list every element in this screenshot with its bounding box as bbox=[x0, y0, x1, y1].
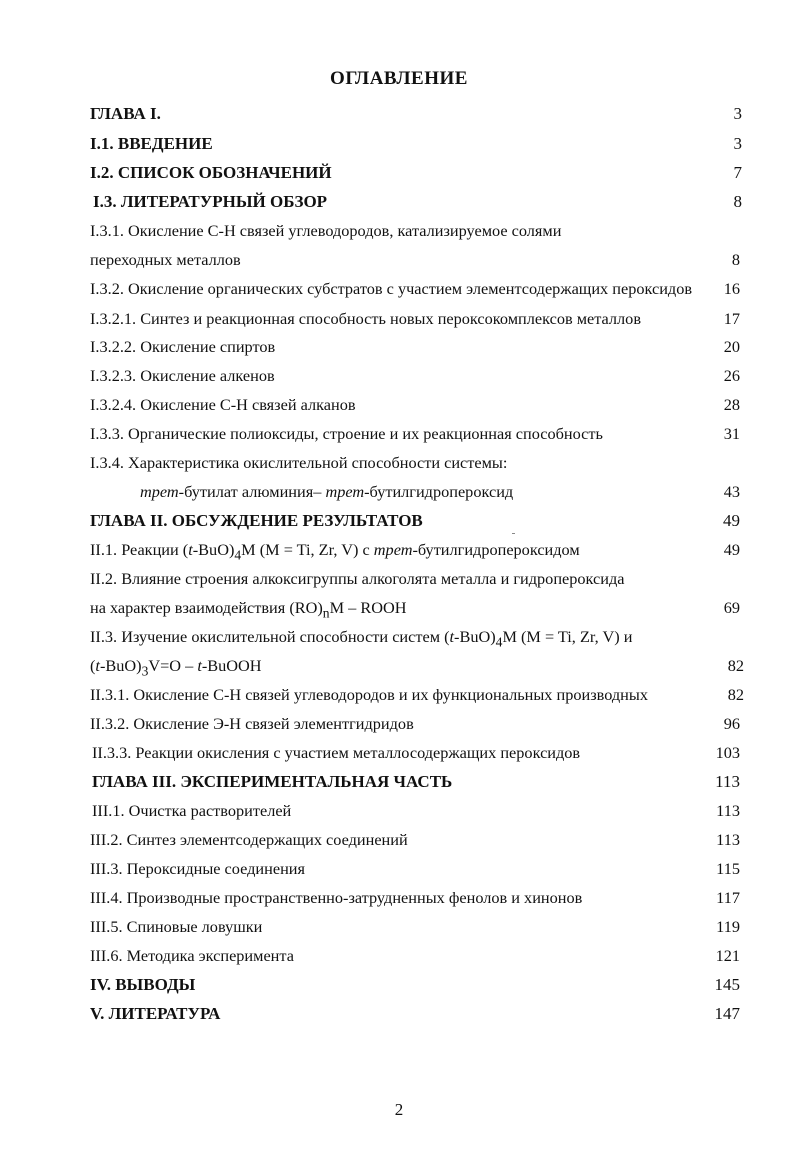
toc-entry[interactable] bbox=[0, 537, 798, 563]
toc-entry-page: 121 bbox=[715, 946, 740, 965]
toc-entry-text: I.3.2.1. Синтез и реакционная способность новых пероксокомплексов металлов bbox=[90, 309, 642, 328]
toc-entry-text: I.3.1. Окисление С-Н связей углеводородов, катализируемое солями bbox=[90, 221, 562, 240]
toc-entry-page: 145 bbox=[714, 975, 740, 994]
toc-entry-page: 26 bbox=[723, 366, 740, 385]
toc-entry-text-part: M – ROOH bbox=[329, 598, 407, 617]
toc-entry[interactable] bbox=[0, 711, 798, 737]
toc-entry-page: 147 bbox=[714, 1004, 740, 1023]
toc-entry-text-part: -бутилат алюминия– bbox=[178, 482, 326, 501]
toc-entry-page: 16 bbox=[723, 279, 740, 298]
toc-entry-page: 17 bbox=[723, 309, 740, 328]
toc-entry-page: 117 bbox=[716, 888, 740, 907]
toc-entry[interactable] bbox=[0, 624, 798, 650]
toc-entry-text: ГЛАВА III. ЭКСПЕРИМЕНТАЛЬНАЯ ЧАСТЬ bbox=[92, 772, 453, 791]
toc-entry[interactable] bbox=[0, 218, 798, 244]
toc-entry-text: II.3.2. Окисление Э-Н связей элементгидридов bbox=[90, 714, 414, 733]
toc-entry-page: 119 bbox=[716, 917, 740, 936]
toc-entry[interactable] bbox=[0, 856, 798, 882]
toc-entry-page: 8 bbox=[733, 192, 742, 211]
scan-speck bbox=[512, 533, 515, 534]
toc-entry-text bbox=[90, 624, 632, 655]
toc-entry-page: 31 bbox=[723, 424, 740, 443]
toc-entry-page: 113 bbox=[716, 830, 740, 849]
toc-entry-text-italic: t bbox=[197, 656, 202, 675]
toc-entry[interactable] bbox=[0, 101, 798, 127]
toc-entry-text: I.3.3. Органические полиоксиды, строение и их реакционная способность bbox=[90, 424, 603, 443]
toc-entry-text-italic: трет bbox=[325, 482, 365, 501]
toc-entry[interactable] bbox=[0, 363, 798, 389]
toc-entry[interactable] bbox=[0, 450, 798, 476]
toc-entry[interactable] bbox=[0, 653, 798, 679]
toc-entry-text: I.3. ЛИТЕРАТУРНЫЙ ОБЗОР bbox=[93, 192, 328, 211]
toc-entry-text: II.3.1. Окисление С-Н связей углеводородов и их функциональных производных bbox=[90, 685, 648, 704]
toc-entry-text-italic: t bbox=[449, 627, 455, 646]
toc-entry-page: 3 bbox=[733, 104, 742, 123]
toc-entry-text-part: ( bbox=[90, 656, 96, 675]
toc-entry-text: III.4. Производные пространственно-затрудненных фенолов и хинонов bbox=[90, 888, 583, 907]
toc-entry[interactable] bbox=[0, 421, 798, 447]
toc-entry-page: 7 bbox=[733, 163, 742, 182]
toc-entry-text: II.3.3. Реакции окисления с участием металлосодержащих пероксидов bbox=[92, 743, 581, 762]
toc-entry-text: ГЛАВА I. bbox=[90, 104, 161, 123]
toc-entry-page: 49 bbox=[723, 511, 740, 530]
toc-entry-page: 43 bbox=[723, 482, 740, 501]
toc-entry-page: 8 bbox=[731, 250, 740, 269]
toc-entry-text-part: V=O – bbox=[148, 656, 198, 675]
toc-entry[interactable] bbox=[0, 276, 798, 302]
toc-entry[interactable] bbox=[0, 247, 798, 273]
toc-entry-text: V. ЛИТЕРАТУРА bbox=[90, 1004, 221, 1023]
toc-entry[interactable] bbox=[0, 392, 798, 418]
toc-entry-text bbox=[140, 479, 513, 505]
toc-entry[interactable] bbox=[0, 334, 798, 360]
toc-entry-text-part: -BuO) bbox=[99, 656, 142, 675]
toc-entry-page: 96 bbox=[723, 714, 740, 733]
toc-entry-text-italic: трет bbox=[140, 482, 179, 501]
toc-entry-text bbox=[90, 653, 262, 684]
toc-entry[interactable] bbox=[0, 595, 798, 621]
toc-entry[interactable] bbox=[0, 798, 798, 824]
toc-entry-text: IV. ВЫВОДЫ bbox=[90, 975, 196, 994]
toc-entry-text-part: M (M = Ti, Zr, V) и bbox=[502, 627, 633, 646]
toc-entry[interactable] bbox=[0, 682, 798, 708]
toc-entry[interactable] bbox=[0, 508, 798, 534]
toc-entry-text-part: II.1. Реакции ( bbox=[90, 540, 189, 559]
toc-entry-page: 82 bbox=[727, 656, 744, 675]
toc-entry-text: I.3.2.3. Окисление алкенов bbox=[90, 366, 275, 385]
toc-entry-text bbox=[90, 595, 407, 626]
toc-entry-text: I.2. СПИСОК ОБОЗНАЧЕНИЙ bbox=[90, 163, 332, 182]
toc-entry-subscript: n bbox=[322, 605, 330, 621]
toc-entry-page: 69 bbox=[723, 598, 740, 617]
toc-entry-subscript: 4 bbox=[495, 634, 503, 650]
toc-entry-text-part: II.3. Изучение окислительной способности систем ( bbox=[90, 627, 450, 646]
toc-entry-text-italic: t bbox=[188, 540, 193, 559]
toc-entry-text-italic: t bbox=[95, 656, 100, 675]
toc-entry-page: 103 bbox=[715, 743, 740, 762]
toc-entry-text-part: -BuO) bbox=[192, 540, 235, 559]
toc-entry-text: III.2. Синтез элементсодержащих соединений bbox=[90, 830, 408, 849]
toc-entry-text-part: -BuOOH bbox=[201, 656, 262, 675]
toc-entry[interactable] bbox=[0, 306, 798, 332]
toc-entry-page: 82 bbox=[727, 685, 744, 704]
toc-entry-text-part: -бутилгидропероксидом bbox=[412, 540, 580, 559]
toc-entry-text: III.3. Пероксидные соединения bbox=[90, 859, 305, 878]
toc-entry-text-part: -бутилгидропероксид bbox=[364, 482, 514, 501]
toc-entry-text-part: -BuO) bbox=[454, 627, 496, 646]
toc-entry-text: III.5. Спиновые ловушки bbox=[90, 917, 263, 936]
toc-entry[interactable] bbox=[0, 769, 798, 795]
toc-entry[interactable] bbox=[0, 943, 798, 969]
toc-entry-text-part: M (M = Ti, Zr, V) с bbox=[241, 540, 374, 559]
toc-entry[interactable] bbox=[0, 885, 798, 911]
toc-entry[interactable] bbox=[0, 740, 798, 766]
toc-entry-text: I.3.2.2. Окисление спиртов bbox=[90, 337, 276, 356]
toc-entry[interactable] bbox=[0, 566, 798, 592]
toc-entry[interactable] bbox=[0, 160, 798, 186]
toc-entry-page: 20 bbox=[723, 337, 740, 356]
toc-entry[interactable] bbox=[0, 189, 798, 215]
toc-entry[interactable] bbox=[0, 914, 798, 940]
toc-entry-text: III.1. Очистка растворителей bbox=[92, 801, 292, 820]
page-number: 2 bbox=[394, 1100, 404, 1119]
toc-entry-text: переходных металлов bbox=[90, 250, 241, 269]
toc-entry-subscript: 3 bbox=[141, 663, 149, 679]
toc-entry-subscript: 4 bbox=[234, 547, 242, 563]
toc-entry-page: 113 bbox=[715, 772, 740, 791]
toc-entry-text bbox=[90, 537, 580, 568]
toc-entry-page: 115 bbox=[716, 859, 740, 878]
toc-title: ОГЛАВЛЕНИЕ bbox=[330, 68, 468, 89]
toc-entry-page: 28 bbox=[723, 395, 740, 414]
toc-entry-page: 3 bbox=[733, 134, 742, 153]
toc-entry-text: I.3.2. Окисление органических субстратов с участием элементсодержащих пероксидов bbox=[90, 279, 693, 298]
toc-entry[interactable] bbox=[0, 1001, 798, 1027]
toc-entry-page: 49 bbox=[723, 540, 740, 559]
toc-entry-text-italic: трет bbox=[373, 540, 413, 559]
toc-entry-text: III.6. Методика эксперимента bbox=[90, 946, 294, 965]
toc-entry[interactable] bbox=[0, 972, 798, 998]
toc-entry-text: ГЛАВА II. ОБСУЖДЕНИЕ РЕЗУЛЬТАТОВ bbox=[90, 511, 423, 530]
toc-entry-text: II.2. Влияние строения алкоксигруппы алкоголята металла и гидропероксида bbox=[90, 569, 625, 588]
toc-entry[interactable] bbox=[0, 827, 798, 853]
toc-entry-text-part: на характер взаимодействия (RO) bbox=[90, 598, 323, 617]
toc-entry[interactable] bbox=[0, 479, 798, 505]
toc-entry-text: I.1. ВВЕДЕНИЕ bbox=[90, 134, 213, 153]
toc-entry-text: I.3.2.4. Окисление С-Н связей алканов bbox=[90, 395, 356, 414]
toc-entry-text: I.3.4. Характеристика окислительной способности системы: bbox=[90, 453, 508, 472]
toc-entry-page: 113 bbox=[716, 801, 740, 820]
toc-entry[interactable] bbox=[0, 131, 798, 157]
